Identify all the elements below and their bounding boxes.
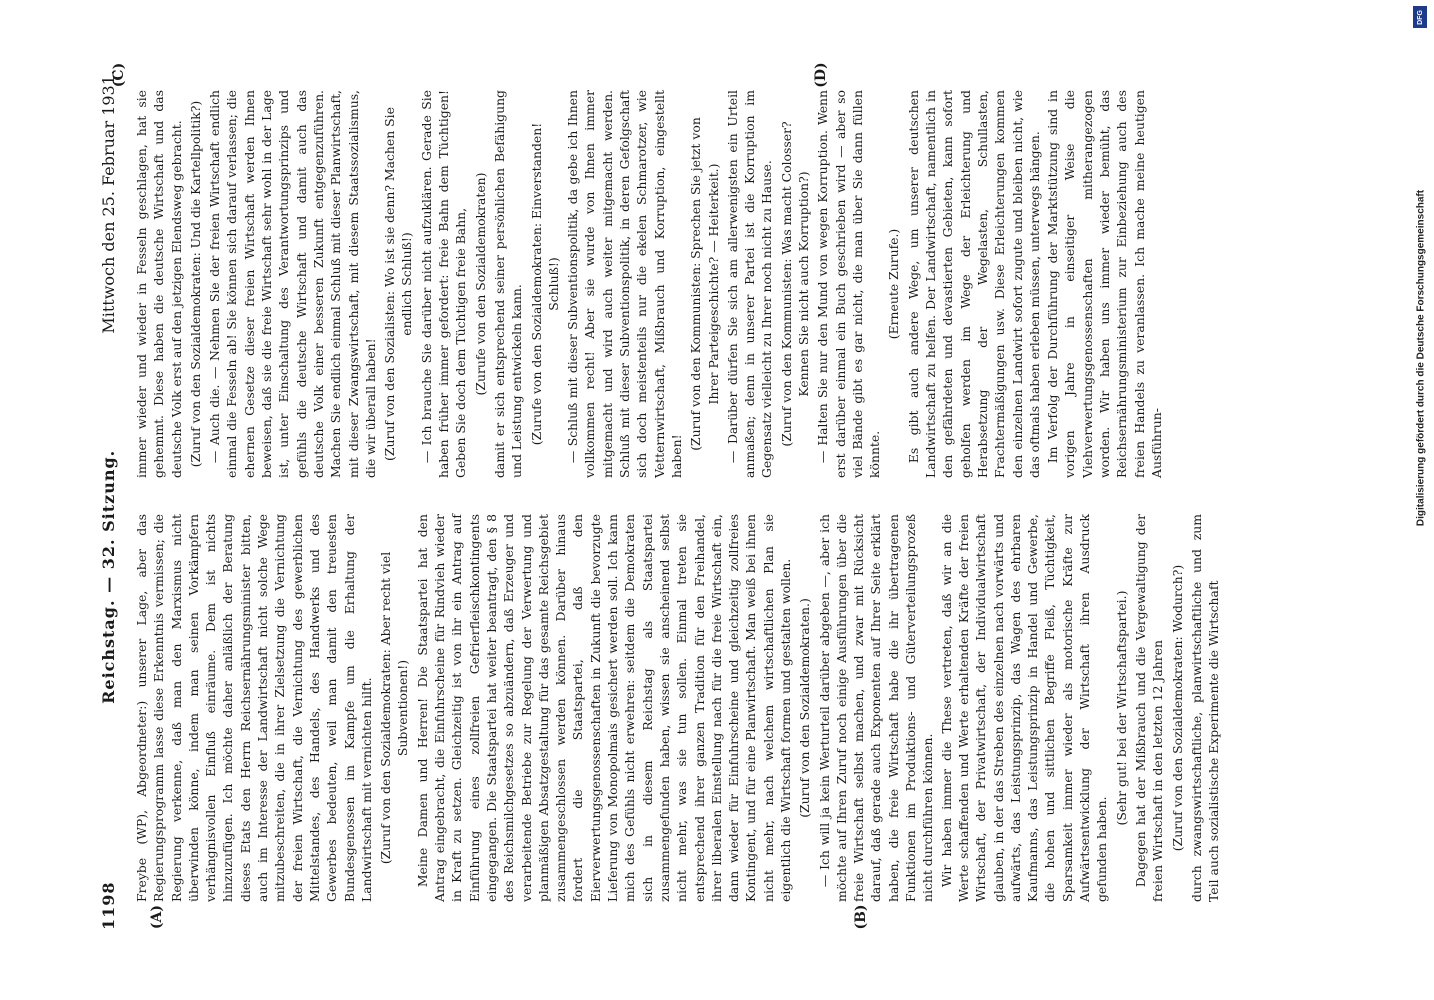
paragraph: — Auch die. — Nehmen Sie der freien Wirtschaft endlich einmal die Fesseln ab! Sie können sich darauf verlassen; die ehernen Gesetze dieser freien Wirtschaft werden Ihnen beweisen, daß sie die freie Wirtschaft sehr wohl in der Lage ist, unter Einschaltung des Verantwortungsprinzips und gefühls die deutsche Wirtschaft und damit auch das deutsche Volk einer besseren Zukunft entgegenzuführen. Machen Sie endlich einmal Schluß mit dieser Planwirtschaft, mit dieser Zwangswirtschaft, mit diesem Staatssozialismus, die wir überall haben!: [206, 90, 378, 478]
left-column: [133, 514, 1393, 902]
paragraph: — Darüber dürfen Sie sich am allerwenigsten ein Urteil anmaßen; denn in unserer Partei ist die Korruption im Gegensatz vielleicht zu Ihrer noch nicht zu Hause.: [724, 90, 774, 478]
paragraph: — Halten Sie nur den Mund von wegen Korruption. Wenn erst darüber einmal ein Buch geschrieben wird — aber so viel Bände gibt es gar nicht, die man über Sie dann füllen könnte.: [814, 90, 882, 478]
paragraph: — Schluß mit dieser Subventionspolitik, da gebe ich Ihnen vollkommen recht! Aber sie wurde von Ihnen immer mitgemacht und wird auch weiter mitgemacht werden. Schluß mit dieser Subventionspolitik, in deren Gefolgschaft sich doch meistenteils nur die ekelen Schmarotzer, wie Vetternwirtschaft, Mißbrauch und Korruption, eingestellt haben!: [564, 90, 684, 478]
page-header: [93, 70, 123, 930]
interjection: (Zurufe von den Sozialdemokraten): [472, 172, 488, 396]
running-title: Reichstag. — 32. Sitzung.: [98, 449, 117, 704]
paragraph: damit er sich entsprechend seiner persönlichen Befähigung und Leistung entwickeln kann.: [491, 90, 524, 478]
page-number: 1198: [98, 881, 117, 930]
interjection: (Zuruf von den Sozialdemokraten: Aber recht viel Subventionen!): [377, 551, 410, 865]
paragraph: Meine Damen und Herren! Die Staatspartei hat den Antrag eingebracht, die Einfuhrscheine für Rindvieh wieder in Kraft zu setzen. Gleichzeitig ist von ihr ein Antrag auf Einführung eines zollfreien Gefrierfleischkontingents eingegangen. Die Staatspartei hat weiter beantragt, den § 8 des Reichsmilchgesetzes so abzuändern, daß Erzeuger und verarbeitende Betriebe zur Regelung der Verwertung und planmäßigen Absatzgestaltung für das gesamte Reichsgebiet zusammengeschlossen werden können. Darüber hinaus fordert die Staatspartei, daß den Eierverwertungsgenossenschaften in Zukunft die bevorzugte Lieferung von Monopolmais gesichert werden soll. Ich kann mich des Gefühls nicht erwehren: seitdem die Demokraten sich in diesem Reichstag als Staatspartei zusammengefunden haben, wissen sie anscheinend selbst nicht mehr, was sie tun sollen. Einmal treten sie entsprechend ihrer ganzen Tradition für den Freihandel, ihrer liberalen Einstellung nach für die freie Wirtschaft ein, dann wieder für Einfuhrscheine und gleichzeitig zollfreies Kontingent, und für eine Planwirtschaft. Man weiß bei ihnen nicht mehr, nach welchem wirtschaftlichen Plan sie eigentlich die Wirtschaft formen und gestalten wollen.: [414, 514, 793, 902]
interjection: (Zuruf von den Sozialdemokraten: Wodurch?): [1169, 564, 1185, 852]
paragraph: Dagegen hat der Mißbrauch und die Vergewaltigung der freien Wirtschaft in den letzten 12 Jahren: [1132, 514, 1165, 902]
paragraph: — Ich will ja kein Werturteil darüber abgeben —, aber ich möchte auf Ihren Zuruf noch einige Ausführungen über die freie Wirtschaft selbst machen, und zwar mit Rücksicht darauf, daß gerade auch Exponenten auf Ihrer Seite erklärt haben, die freie Wirtschaft habe die ihr übertragenen Funktionen im Produktions- und Güterverteilungsprozeß nicht durchführen können.: [816, 514, 935, 902]
margin-marker-c: (C): [110, 62, 127, 88]
paragraph: immer wieder und wieder in Fesseln geschlagen, hat sie gehemmt. Diese haben die deutsche Wirtschaft und das deutsche Volk erst auf den jetzigen Elendsweg gebracht.: [133, 90, 184, 478]
interjection: (Erneute Zurufe.): [885, 228, 901, 340]
right-column: [133, 90, 1393, 478]
interjection: (Zuruf von den Sozialdemokraten.): [796, 598, 812, 818]
paragraph: — Ich brauche Sie darüber nicht aufzuklären. Gerade Sie haben früher immer gefordert: freie Bahn dem Tüchtigen! Geben Sie doch dem Tüchtigen freie Bahn,: [418, 90, 468, 478]
scanned-page-area: [75, 55, 1410, 945]
margin-marker-d: (D): [812, 62, 829, 88]
paragraph: Es gibt auch andere Wege, um unserer deutschen Landwirtschaft zu helfen. Der Landwirtschaft, namentlich in den gefährdeten und devastierten Gebieten, kann sofort geholfen werden im Wege der Erleichterung und Herabsetzung der Wegelasten, Schullasten, Frachtermäßigungen usw. Diese Erleichterungen kommen den einzelnen Landwirt sofort zugute und bleiben nicht, wie das oftmals haben erleben müssen, unterwegs hängen.: [905, 90, 1042, 478]
session-date: Mittwoch den 25. Februar 1931.: [98, 70, 117, 334]
dfg-logo: DFG: [1413, 6, 1427, 28]
margin-marker-a: (A): [148, 904, 165, 930]
interjection: (Zuruf von den Sozialdemokraten: Und die Kartellpolitik?): [187, 100, 203, 468]
interjection: (Zuruf von den Sozialisten: Wo ist sie denn? Machen Sie endlich Schluß!): [381, 107, 414, 461]
paragraph: Im Verfolg der Durchführung der Marktstützung sind in vorigen Jahre in einseitiger Weise die Viehverwertungsgenossenschaften mitherangezogen worden. Wir haben uns immer wieder bemüht, das Reichsernährungsministerium zur Einbeziehung auch des freien Handels zu veranlassen. Ich mache meine heutigen Ausführun-: [1044, 90, 1164, 478]
paragraph: durch zwangswirtschaftliche, planwirtschaftliche und zum Teil auch sozialistische Experimente die Wirtschaft: [1188, 514, 1221, 902]
interjection: (Zuruf von den Kommunisten: Sprechen Sie jetzt von Ihrer Parteigeschichte? — Heiterkeit.): [687, 117, 720, 451]
digitization-credit: [1412, 8, 1430, 708]
interjection: (Sehr gut! bei der Wirtschaftspartei.): [1113, 590, 1129, 826]
paragraph: Wir haben immer die These vertreten, daß wir an die Werte schaffenden und Werte erhaltenden Kräfte der freien Wirtschaft, der Privatwirtschaft, der Individualwirtschaft glauben, in der das Streben des einzelnen nach vorwärts und aufwärts, das Leistungsprinzip, das Wagen des ehrbaren Kaufmanns, das Leistungsprinzip in Handel und Gewerbe, die hohen und sittlichen Begriffe Fleiß, Tüchtigkeit, Sparsamkeit immer wieder als motorische Kräfte zur Aufwärtsentwicklung der Wirtschaft ihren Ausdruck gefunden haben.: [938, 514, 1109, 902]
credit-text: Digitalisierung gefördert durch die Deutsche Forschungsgemeinschaft: [1415, 189, 1427, 527]
document-page: [93, 62, 1393, 930]
interjection: (Zuruf von den Kommunisten: Was macht Colosser? Kennen Sie nicht auch Korruption?): [778, 121, 811, 447]
margin-marker-b: (B): [852, 904, 869, 930]
paragraph: Freybe (WP), Abgeordneter:) unserer Lage, aber das Regierungsprogramm lasse diese Erkenntnis vermissen; die Regierung verkenne, daß man den Marxismus nicht überwinden könne, indem man seinen Vorkämpfern verhängnisvollen Einfluß einräume. Dem ist nichts hinzuzufügen. Ich möchte daher anläßlich der Beratung dieses Etats den Herrn Reichsernährungsminister bitten, auch im Interesse der Landwirtschaft nicht solche Wege mitzubeschreiten, die in ihrer Zielsetzung die Vernichtung der freien Wirtschaft, die Vernichtung des gewerblichen Mittelstandes, des Handels, des Handwerks und des Gewerbes bedeuten, weil man damit den treuesten Bundesgenossen im Kampfe um die Erhaltung der Landwirtschaft mit vernichten hilft.: [133, 514, 374, 902]
interjection: (Zurufe von den Sozialdemokraten: Einverstanden! Schluß!): [528, 122, 561, 446]
